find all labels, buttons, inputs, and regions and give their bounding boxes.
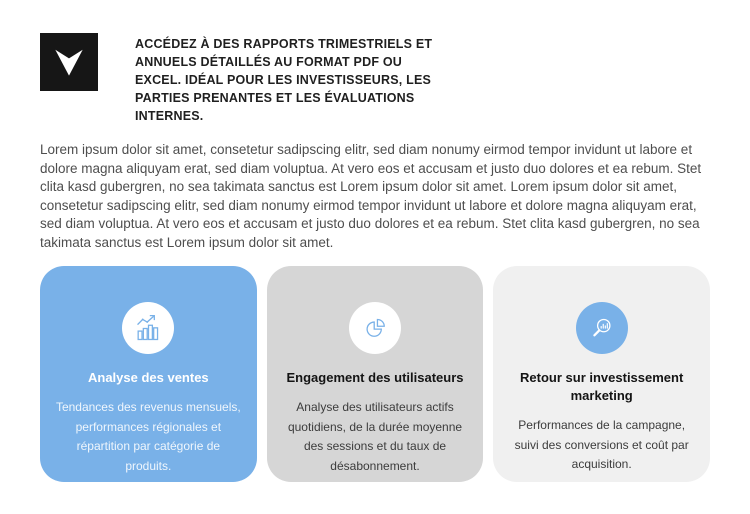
intro-paragraph: Lorem ipsum dolor sit amet, consetetur sadipscing elitr, sed diam nonumy eirmod tempor invidunt ut labore et dolore magna aliquyam erat, sed diam voluptua. At vero eos et accusam et justo duo dolores et ea rebum. Stet clita kasd gubergren, no sea takimata sanctus est Lorem ipsum dolor sit amet. Lorem ipsum dolor sit amet, consetetur sadipscing elitr, sed diam nonumy eirmod tempor invidunt ut labore et dolore magna aliquyam erat, sed diam voluptua. At vero eos et accusam et justo duo dolores et ea rebum. Stet clita kasd gubergren, no sea takimata sanctus est Lorem ipsum dolor sit amet.	[40, 142, 702, 250]
card-title: Analyse des ventes	[87, 370, 209, 385]
logo	[40, 33, 98, 91]
heading-line: EXCEL. IDÉAL POUR LES INVESTISSEURS, LES	[135, 73, 432, 87]
card-description: Analyse des utilisateurs actifs quotidiens, de la durée moyenne des sessions et du taux de désabonnement.	[287, 400, 463, 473]
heading-line: INTERNES.	[135, 109, 204, 123]
bar-chart-icon	[122, 302, 174, 354]
heading-line: PARTIES PRENANTES ET LES ÉVALUATIONS	[135, 91, 415, 105]
v-logo-icon	[51, 44, 87, 80]
heading-line: ACCÉDEZ À DES RAPPORTS TRIMESTRIELS ET	[135, 37, 433, 51]
card-description: Tendances des revenus mensuels, performances régionales et répartition par catégorie de produits.	[55, 400, 241, 473]
card-title: Retour sur investissement marketing	[520, 370, 684, 403]
card-description: Performances de la campagne, suivi des conversions et coût par acquisition.	[514, 418, 689, 471]
card-user-engagement	[267, 266, 484, 482]
card-sales-analysis	[40, 266, 257, 482]
card-title: Engagement des utilisateurs	[286, 370, 464, 385]
magnifier-chart-icon	[576, 302, 628, 354]
page-title	[135, 33, 469, 125]
header	[0, 0, 750, 125]
heading-line: ANNUELS DÉTAILLÉS AU FORMAT PDF OU	[135, 55, 402, 69]
pie-chart-icon	[349, 302, 401, 354]
card-marketing-roi	[493, 266, 710, 482]
feature-cards	[40, 266, 710, 482]
